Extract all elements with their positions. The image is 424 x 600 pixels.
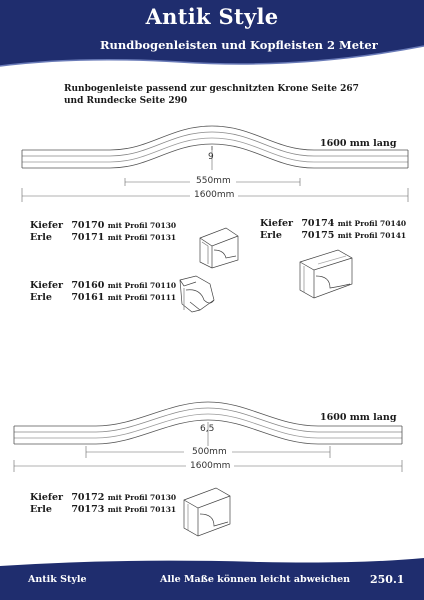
profile-ref: mit Profil 70140	[337, 219, 407, 228]
dim-height-1: 9	[208, 152, 214, 162]
product-row	[260, 230, 406, 242]
wood-type: Kiefer	[260, 218, 294, 229]
product-code: 70175	[301, 230, 335, 241]
profile-drawing-70110	[180, 276, 214, 312]
dim-total-2: 1600mm	[190, 461, 231, 471]
product-code: 70170	[71, 220, 105, 231]
product-code: 70161	[71, 292, 105, 303]
wood-type: Erle	[260, 230, 282, 241]
product-row	[30, 504, 176, 516]
product-row	[30, 492, 176, 504]
page-number: 250.1	[370, 573, 405, 586]
length-label-1: 1600 mm lang	[320, 138, 397, 149]
product-row	[30, 232, 176, 244]
dim-arch-1: 550mm	[196, 176, 231, 186]
profile-ref: mit Profil 70111	[107, 293, 177, 302]
dim-arch-2: 500mm	[192, 447, 227, 457]
wood-type: Erle	[30, 504, 52, 515]
brand-title: Antik Style	[145, 4, 279, 29]
wood-type: Erle	[30, 292, 52, 303]
profile-ref: mit Profil 70130	[107, 221, 177, 230]
profile-ref: mit Profil 70110	[107, 281, 177, 290]
wood-type: Erle	[30, 232, 52, 243]
product-row	[30, 280, 176, 292]
profile-drawing-70140	[300, 250, 352, 298]
dim-height-2: 6,5	[200, 424, 215, 434]
wood-type: Kiefer	[30, 280, 64, 291]
intro-line-2: und Rundecke Seite 290	[64, 96, 188, 106]
product-row	[30, 292, 176, 304]
wood-type: Kiefer	[30, 492, 64, 503]
brand-subtitle: Rundbogenleisten und Kopfleisten 2 Meter	[100, 38, 378, 52]
product-code: 70171	[71, 232, 105, 243]
profile-ref: mit Profil 70141	[337, 231, 407, 240]
product-code: 70172	[71, 492, 105, 503]
product-code: 70173	[71, 504, 105, 515]
profile-drawing-70130-b	[184, 488, 230, 536]
product-row	[30, 220, 176, 232]
profile-ref: mit Profil 70131	[107, 233, 177, 242]
product-code: 70160	[71, 280, 105, 291]
length-label-2: 1600 mm lang	[320, 412, 397, 423]
profile-drawing-70130	[200, 228, 238, 268]
product-row	[260, 218, 406, 230]
footer-brand: Antik Style	[28, 574, 87, 585]
profile-ref: mit Profil 70130	[107, 493, 177, 502]
footer-note: Alle Maße können leicht abweichen	[160, 574, 351, 585]
wood-type: Kiefer	[30, 220, 64, 231]
intro-line-1: Runbogenleiste passend zur geschnitzten Krone Seite 267	[64, 84, 359, 94]
product-code: 70174	[301, 218, 335, 229]
profile-ref: mit Profil 70131	[107, 505, 177, 514]
dim-total-1: 1600mm	[194, 190, 235, 200]
